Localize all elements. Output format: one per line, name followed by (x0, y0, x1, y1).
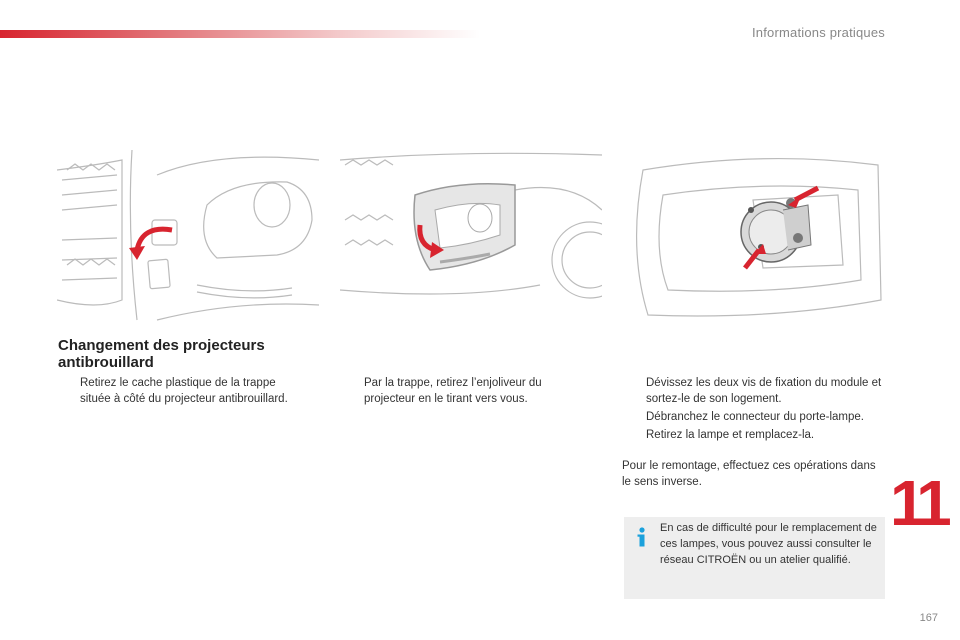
info-icon (636, 527, 648, 547)
instruction-text: Débranchez le connecteur du porte-lampe. (646, 411, 864, 423)
instruction-text: Par la trappe, retirez l’enjoliveur du projecteur en le tirant vers vous. (364, 377, 542, 405)
illustration-cover-removal-drawing (57, 150, 319, 326)
chapter-number: 11 (890, 467, 946, 539)
instruction-step (624, 375, 890, 407)
instruction-text: Dévissez les deux vis de fixation du module et sortez-le de son logement. (646, 377, 882, 405)
instruction-text: Retirez le cache plastique de la trappe située à côté du projecteur antibrouillard. (80, 377, 288, 405)
illustration-trim-removal-drawing (340, 150, 602, 326)
page-number: 167 (919, 612, 938, 624)
instruction-text: Retirez la lampe et remplacez-la. (646, 429, 815, 441)
section-title: Informations pratiques (751, 25, 885, 40)
reassembly-note: Pour le remontage, effectuez ces opérations dans le sens inverse. (622, 460, 876, 488)
illustration-module-removal-drawing (623, 150, 885, 326)
illustration-cover-removal (57, 150, 319, 326)
illustration-module-removal (623, 150, 885, 326)
instruction-column-3 (624, 375, 890, 445)
instruction-column-1 (58, 375, 308, 409)
header-gradient-bar (0, 30, 480, 38)
info-text: En cas de difficulté pour le remplacement de ces lampes, vous pouvez aussi consulter le réseau CITROËN ou un atelier qualifié. (660, 522, 877, 566)
instruction-column-2 (342, 375, 582, 409)
section-heading: Changement des projecteurs antibrouillard (58, 337, 265, 371)
instruction-step (342, 375, 582, 407)
instruction-step (58, 375, 308, 407)
instruction-step (624, 409, 890, 425)
instruction-step (624, 427, 890, 443)
illustration-trim-removal (340, 150, 602, 326)
